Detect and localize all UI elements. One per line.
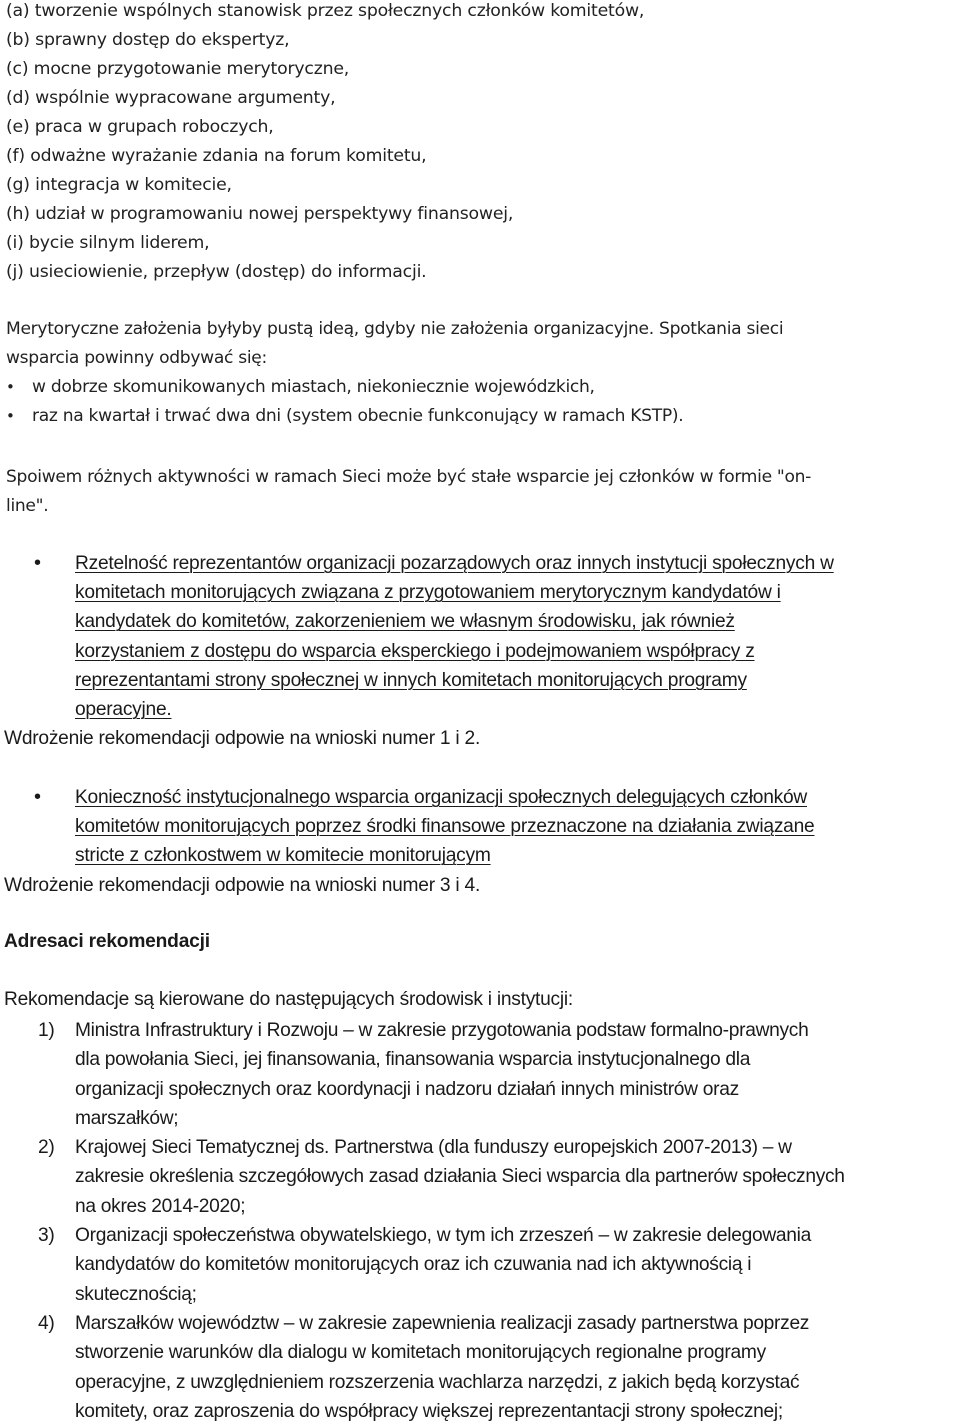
recommendation-line: komitetach monitorujących związana z przygotowaniem merytorycznym kandydatów i	[75, 582, 781, 604]
bullet-item	[6, 402, 956, 431]
paragraph-line: line".	[6, 496, 49, 516]
item-line: kandydatów do komitetów monitorujących oraz ich czuwania nad ich aktywnością i	[75, 1254, 752, 1276]
item-line: stworzenie warunków dla dialogu w komitetach monitorujących regionalne programy	[75, 1342, 766, 1364]
recommendation-text	[75, 783, 960, 871]
addressees-list	[0, 1016, 960, 1426]
implementation-note: Wdrożenie rekomendacji odpowie na wnioski numer 3 i 4.	[4, 874, 481, 896]
recommendation-line: komitetów monitorujących poprzez środki finansowe przeznaczone na działania związane	[75, 816, 815, 838]
item-line: Organizacji społeczeństwa obywatelskiego, w tym ich zrzeszeń – w zakresie delegowania	[75, 1225, 811, 1247]
recommendation-2	[0, 783, 960, 900]
recommendation-line: reprezentantami strony społecznej w innych komitetach monitorujących programy	[75, 669, 747, 691]
bullet-icon: •	[6, 378, 15, 396]
list-item: (f) odważne wyrażanie zdania na forum komitetu,	[6, 146, 427, 166]
list-item	[0, 1016, 960, 1133]
recommendation-line: operacyjne.	[75, 699, 172, 721]
item-line: Krajowej Sieci Tematycznej ds. Partnerstwa (dla funduszy europejskich 2007-2013) – w	[75, 1137, 792, 1159]
item-line: marszałków;	[75, 1107, 179, 1129]
item-number: 3)	[38, 1225, 55, 1247]
recommendation-line: Konieczność instytucjonalnego wsparcia organizacji społecznych delegujących członków	[75, 787, 807, 808]
item-line: skutecznością;	[75, 1283, 197, 1305]
bullet-item	[6, 373, 956, 402]
list-item: (e) praca w grupach roboczych,	[6, 117, 274, 137]
implementation-note: Wdrożenie rekomendacji odpowie na wnioski numer 1 i 2.	[4, 728, 481, 750]
recommendation-line: Rzetelność reprezentantów organizacji pozarządowych oraz innych instytucji społecznych w	[75, 553, 834, 574]
list-item: (i) bycie silnym liderem,	[6, 233, 210, 253]
paragraph-line: Merytoryczne założenia byłyby pustą ideą, gdyby nie założenia organizacyjne. Spotkania sieci	[6, 319, 784, 339]
list-item	[0, 1221, 960, 1309]
recommendation-1	[0, 549, 960, 753]
recommendation-line: korzystaniem z dostępu do wsparcia eksperckiego i podejmowaniem współpracy z	[75, 640, 755, 662]
list-item: (j) usieciowienie, przepływ (dostęp) do informacji.	[6, 262, 427, 282]
list-item: (b) sprawny dostęp do ekspertyz,	[6, 30, 290, 50]
item-number: 1)	[38, 1020, 55, 1041]
item-line: Ministra Infrastruktury i Rozwoju – w zakresie przygotowania podstaw formalno-prawnych	[75, 1020, 809, 1041]
list-item: (c) mocne przygotowanie merytoryczne,	[6, 59, 350, 79]
item-line: Marszałków województw – w zakresie zapewnienia realizacji zasady partnerstwa poprzez	[75, 1312, 810, 1334]
bullet-text: w dobrze skomunikowanych miastach, niekoniecznie wojewódzkich,	[32, 377, 595, 397]
recommendation-line: stricte z członkostwem w komitecie monitorującym	[75, 845, 491, 867]
recommendation-text	[75, 549, 960, 724]
paragraph-line: wsparcia powinny odbywać się:	[6, 348, 267, 368]
item-line: organizacji społecznych oraz koordynacji i nadzoru działań innych ministrów oraz	[75, 1078, 739, 1100]
list-item: (h) udział w programowaniu nowej perspektywy finansowej,	[6, 204, 514, 224]
item-line: na okres 2014-2020;	[75, 1195, 246, 1217]
bullet-icon: •	[6, 407, 15, 425]
item-line: dla powołania Sieci, jej finansowania, finansowania wsparcia instytucjonalnego dla	[75, 1049, 751, 1071]
list-item	[0, 1133, 960, 1221]
organizational-paragraph	[6, 315, 956, 431]
lettered-list	[6, 0, 644, 287]
recommendation-line: kandydatek do komitetów, zakorzenieniem we własnym środowisku, jak również	[75, 611, 735, 633]
list-item	[0, 1309, 960, 1426]
list-item: (a) tworzenie wspólnych stanowisk przez społecznych członków komitetów,	[6, 1, 645, 21]
bullet-icon: •	[34, 552, 41, 574]
item-line: operacyjne, z uwzględnieniem rozszerzenia wachlarza narzędzi, z jakich będą korzystać	[75, 1371, 800, 1393]
item-line: zakresie określenia szczegółowych zasad działania Sieci wsparcia dla partnerów społecznych	[75, 1166, 845, 1188]
online-support-paragraph	[6, 463, 956, 521]
section-heading: Adresaci rekomendacji	[4, 931, 210, 952]
item-number: 2)	[38, 1137, 55, 1159]
list-item: (d) wspólnie wypracowane argumenty,	[6, 88, 336, 108]
item-number: 4)	[38, 1312, 55, 1334]
item-line: komitety, oraz zaproszenia do współpracy większej reprezentantacji strony społecznej;	[75, 1400, 783, 1422]
paragraph-line: Spoiwem różnych aktywności w ramach Sieci może być stałe wsparcie jej członków w formie "on-	[6, 467, 812, 487]
bullet-icon: •	[34, 786, 41, 808]
intro-line: Rekomendacje są kierowane do następujących środowisk i instytucji:	[4, 989, 574, 1010]
list-item: (g) integracja w komitecie,	[6, 175, 232, 195]
bullet-text: raz na kwartał i trwać dwa dni (system obecnie funkconujący w ramach KSTP).	[32, 406, 684, 426]
